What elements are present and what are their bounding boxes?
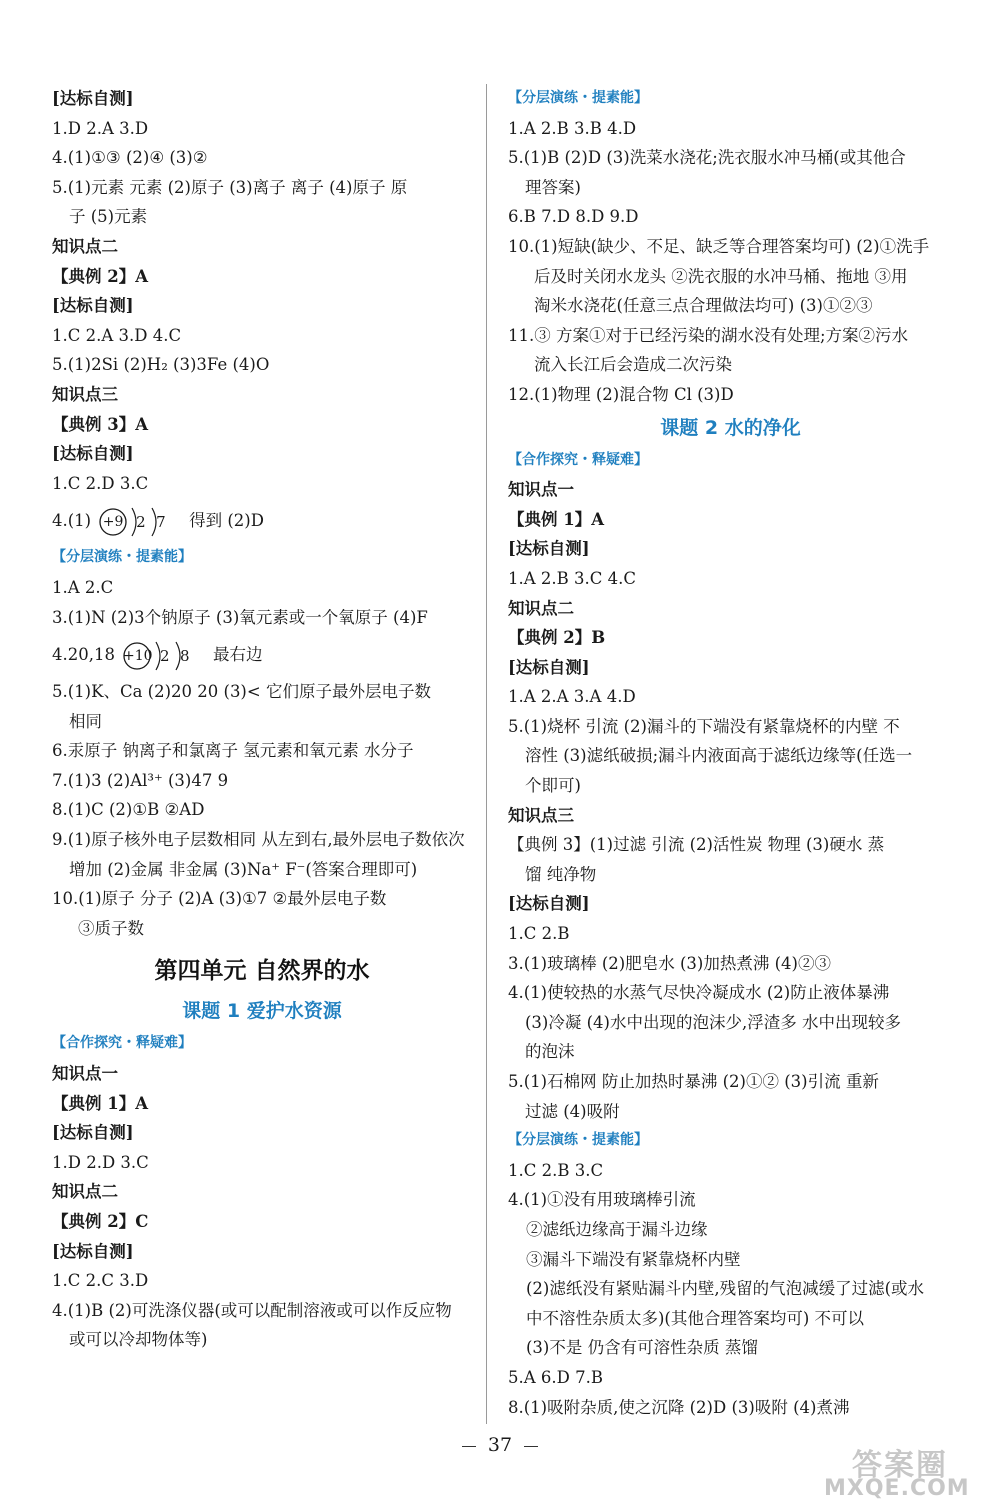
- page-number-dash: [462, 1446, 476, 1447]
- knowledge-point-heading: 知识点三: [508, 805, 574, 825]
- section-label: [达标自测]: [508, 894, 590, 914]
- answer-line: 或可以冷却物体等): [69, 1330, 208, 1350]
- watermark-logo: [812, 1440, 992, 1506]
- answer-line: 5.(1)2Si (2)H₂ (3)3Fe (4)O: [52, 355, 270, 375]
- knowledge-point-heading: 知识点一: [508, 480, 574, 500]
- answer-line: (3)不是 仍含有可溶性杂质 蒸馏: [526, 1338, 758, 1358]
- answer-line-atom-diagram: [52, 632, 472, 677]
- answer-line: ②滤纸边缘高于漏斗边缘: [526, 1219, 708, 1239]
- answer-line: 1.C 2.B 3.C: [508, 1160, 604, 1180]
- atom-structure-diagram-fluorine: [99, 502, 181, 542]
- nucleus-charge: +10: [122, 647, 153, 664]
- answer-line: 1.A 2.B 3.C 4.C: [508, 568, 636, 588]
- column-divider: [486, 84, 487, 1424]
- example-answer: 【典例 2】B: [508, 628, 606, 648]
- answer-prefix: 4.20,18: [52, 645, 115, 665]
- answer-line: 理答案): [525, 177, 581, 197]
- answer-line: 9.(1)原子核外电子层数相同 从左到右,最外层电子数依次: [52, 830, 465, 850]
- atom-structure-diagram-neon: [123, 636, 205, 676]
- example-answer: 【典例 3】A: [52, 414, 149, 434]
- watermark-url: MXQE.COM: [824, 1476, 970, 1501]
- answer-line: 10.(1)短缺(缺少、不足、缺乏等合理答案均可) (2)①洗手: [508, 236, 930, 256]
- example-answer: 【典例 1】A: [52, 1093, 149, 1113]
- answer-line: 4.(1)①③ (2)④ (3)②: [52, 148, 208, 168]
- unit-title: 第四单元 自然界的水: [154, 957, 370, 985]
- answer-line: 5.(1)石棉网 防止加热时暴沸 (2)①② (3)引流 重新: [508, 1072, 879, 1091]
- section-tag: 【分层演练・提素能】: [52, 549, 192, 566]
- answer-line: ③漏斗下端没有紧靠烧杯内壁: [526, 1249, 741, 1269]
- section-label: [达标自测]: [52, 1123, 134, 1143]
- answer-line: 流入长江后会造成二次污染: [534, 355, 732, 375]
- section-tag: 【分层演练・提素能】: [508, 1132, 648, 1149]
- answer-line: 5.(1)K、Ca (2)20 20 (3)< 它们原子最外层电子数: [52, 682, 431, 702]
- page-number-value: 37: [487, 1434, 513, 1456]
- answer-line: 4.(1)B (2)可洗涤仪器(或可以配制溶液或可以作反应物: [52, 1300, 452, 1320]
- answer-line: 1.A 2.A 3.A 4.D: [508, 687, 636, 707]
- section-label: [达标自测]: [508, 657, 590, 677]
- lesson-title: 课题 1 爱护水资源: [182, 1000, 342, 1023]
- knowledge-point-heading: 知识点一: [52, 1064, 118, 1084]
- answer-line: 1.C 2.B: [508, 924, 570, 944]
- answer-line: 中不溶性杂质太多)(其他合理答案均可) 不可以: [526, 1308, 865, 1328]
- answer-line: 3.(1)N (2)3个钠原子 (3)氧元素或一个氧原子 (4)F: [52, 607, 428, 627]
- answer-line: 5.(1)元素 元素 (2)原子 (3)离子 离子 (4)原子 原: [52, 177, 408, 197]
- example-answer: 【典例 2】C: [52, 1212, 149, 1231]
- nucleus-charge: +9: [102, 513, 124, 530]
- answer-line: 10.(1)原子 分子 (2)A (3)①7 ②最外层电子数: [52, 889, 387, 909]
- answer-line: ③质子数: [78, 918, 144, 938]
- section-tag: 【分层演练・提素能】: [508, 90, 648, 106]
- answer-line: 5.A 6.D 7.B: [508, 1367, 603, 1387]
- example-answer: 【典例 1】A: [508, 509, 605, 529]
- answer-line-atom-diagram: [52, 498, 472, 543]
- answer-line: 8.(1)C (2)①B ②AD: [52, 800, 205, 820]
- answer-prefix: 4.(1): [52, 511, 92, 531]
- example-answer: 【典例 2】A: [52, 266, 149, 286]
- answer-line: 1.D 2.A 3.D: [52, 118, 149, 138]
- answer-line: 7.(1)3 (2)Al³⁺ (3)47 9: [52, 770, 229, 790]
- watermark-text: 答案圈: [852, 1448, 948, 1483]
- knowledge-point-heading: 知识点二: [52, 1182, 118, 1202]
- section-label: [达标自测]: [52, 296, 134, 316]
- page-number-dash: [524, 1446, 538, 1447]
- answer-suffix: 得到 (2)D: [189, 511, 264, 531]
- answer-line: 增加 (2)金属 非金属 (3)Na⁺ F⁻(答案合理即可): [69, 859, 418, 879]
- answer-line: 1.C 2.D 3.C: [52, 473, 149, 493]
- left-column: [52, 84, 472, 1355]
- answer-line: 11.③ 方案①对于已经污染的湖水没有处理;方案②污水: [508, 325, 909, 345]
- answer-line: 的泡沫: [525, 1042, 575, 1062]
- right-column: [508, 84, 953, 1422]
- answer-line: 12.(1)物理 (2)混合物 Cl (3)D: [508, 384, 734, 404]
- answer-line: 1.C 2.C 3.D: [52, 1271, 149, 1291]
- answer-line: 3.(1)玻璃棒 (2)肥皂水 (3)加热煮沸 (4)②③: [508, 953, 831, 973]
- knowledge-point-heading: 知识点三: [52, 384, 118, 404]
- section-label: [达标自测]: [52, 1241, 134, 1261]
- section-label: [达标自测]: [52, 444, 134, 464]
- answer-line: 8.(1)吸附杂质,使之沉降 (2)D (3)吸附 (4)煮沸: [508, 1397, 850, 1417]
- answer-line: 6.B 7.D 8.D 9.D: [508, 207, 639, 227]
- answer-line: 溶性 (3)滤纸破损;漏斗内液面高于滤纸边缘等(任选一: [525, 746, 913, 766]
- answer-suffix: 最右边: [212, 645, 263, 665]
- shell-electrons-1: 2: [159, 646, 170, 665]
- answer-line: 相同: [69, 711, 102, 731]
- answer-line: 淘米水浇花(任意三点合理做法均可) (3)①②③: [534, 296, 873, 316]
- answer-line: 过滤 (4)吸附: [525, 1101, 620, 1121]
- section-label: [达标自测]: [52, 89, 134, 108]
- answer-line: 子 (5)元素: [69, 207, 148, 227]
- answer-line: 1.C 2.A 3.D 4.C: [52, 325, 182, 345]
- answer-line: 1.D 2.D 3.C: [52, 1152, 149, 1172]
- answer-line: 4.(1)①没有用玻璃棒引流: [508, 1190, 696, 1210]
- knowledge-point-heading: 知识点二: [508, 598, 574, 618]
- answer-line: 1.A 2.B 3.B 4.D: [508, 118, 637, 138]
- answer-line: (2)滤纸没有紧贴漏斗内壁,残留的气泡减缓了过滤(或水: [526, 1279, 925, 1299]
- answer-line: 4.(1)使较热的水蒸气尽快冷凝成水 (2)防止液体暴沸: [508, 983, 890, 1003]
- answer-line: 5.(1)B (2)D (3)洗菜水浇花;洗衣服水冲马桶(或其他合: [508, 148, 906, 168]
- answer-line: 个即可): [525, 776, 581, 796]
- shell-electrons-2: 7: [156, 512, 166, 531]
- answer-line: 5.(1)烧杯 引流 (2)漏斗的下端没有紧靠烧杯的内壁 不: [508, 716, 900, 736]
- section-tag: 【合作探究・释疑难】: [52, 1035, 192, 1052]
- shell-electrons-2: 8: [179, 646, 190, 665]
- answer-line: (3)冷凝 (4)水中出现的泡沫少,浮渣多 水中出现较多: [525, 1012, 901, 1032]
- shell-electrons-1: 2: [136, 512, 146, 531]
- lesson-title: 课题 2 水的净化: [660, 416, 801, 439]
- answer-line: 1.A 2.C: [52, 577, 114, 597]
- section-tag: 【合作探究・释疑难】: [508, 451, 648, 468]
- answer-line: 后及时关闭水龙头 ②洗衣服的水冲马桶、拖地 ③用: [534, 266, 908, 286]
- example-answer: 【典例 3】(1)过滤 引流 (2)活性炭 物理 (3)硬水 蒸: [508, 835, 885, 855]
- section-label: [达标自测]: [508, 539, 590, 559]
- answer-line: 馏 纯净物: [525, 864, 597, 884]
- answer-line: 6.汞原子 钠离子和氯离子 氢元素和氧元素 水分子: [52, 741, 414, 761]
- knowledge-point-heading: 知识点二: [52, 236, 118, 256]
